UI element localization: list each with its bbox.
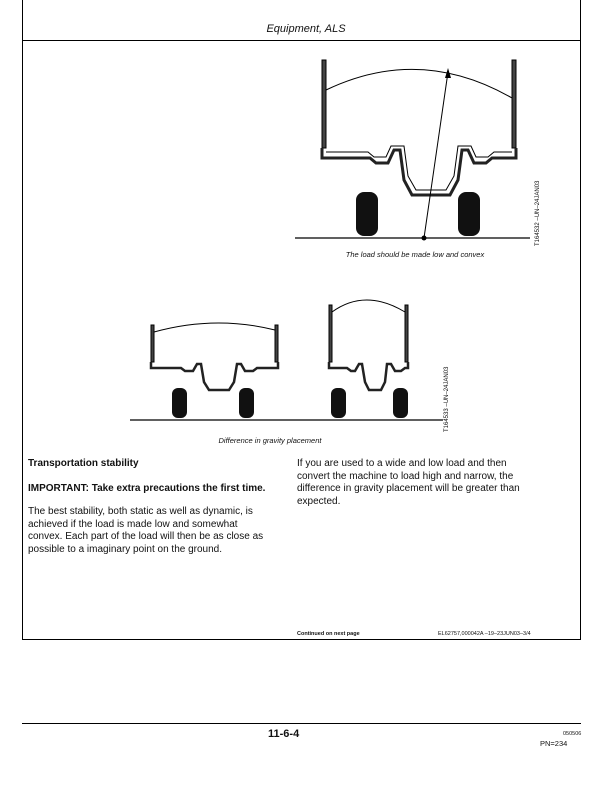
header-rule	[22, 40, 581, 41]
paragraph-left-line: possible to a imaginary point on the ground.	[28, 543, 223, 555]
frame-left	[22, 40, 23, 640]
footer-pn: PN=234	[540, 739, 568, 748]
paragraph-right-line: difference in gravity placement will be greater than	[297, 483, 520, 495]
paragraph-left-line: convex. Each part of the load will then be as close as	[28, 531, 264, 543]
frame-bottom	[22, 639, 581, 640]
figure-load-convex	[290, 50, 535, 250]
document-code: EL62757,000042A –19–23JUN03–3/4	[438, 631, 531, 637]
figure1-id: T164532 –UN–24JAN03	[535, 180, 541, 246]
paragraph-left	[28, 506, 288, 556]
continued-label: Continued on next page	[297, 631, 360, 637]
paragraph-right	[297, 458, 567, 508]
paragraph-left-line: The best stability, both static as well as dynamic, is	[28, 506, 253, 517]
section-heading: Transportation stability	[28, 458, 139, 469]
page-number: 11-6-4	[268, 728, 300, 740]
footer-small-code: 050506	[563, 731, 582, 737]
figure2-caption: Difference in gravity placement	[218, 436, 322, 445]
figure2-id: T164533 –UN–24JAN03	[444, 366, 450, 432]
paragraph-left-line: achieved if the load is made low and somewhat	[28, 518, 238, 530]
paragraph-right-line: expected.	[297, 495, 341, 507]
frame-right	[580, 40, 581, 640]
paragraph-right-line: If you are used to a wide and low load and then	[297, 458, 507, 469]
figure-gravity-placement	[125, 290, 445, 425]
figure1-caption: The load should be made low and convex	[345, 250, 485, 259]
important-note: IMPORTANT: Take extra precautions the first time.	[28, 483, 266, 494]
paragraph-right-line: convert the machine to load high and narrow, the	[297, 470, 514, 482]
footer-rule	[22, 723, 581, 724]
page-header-title: Equipment, ALS	[266, 23, 346, 35]
